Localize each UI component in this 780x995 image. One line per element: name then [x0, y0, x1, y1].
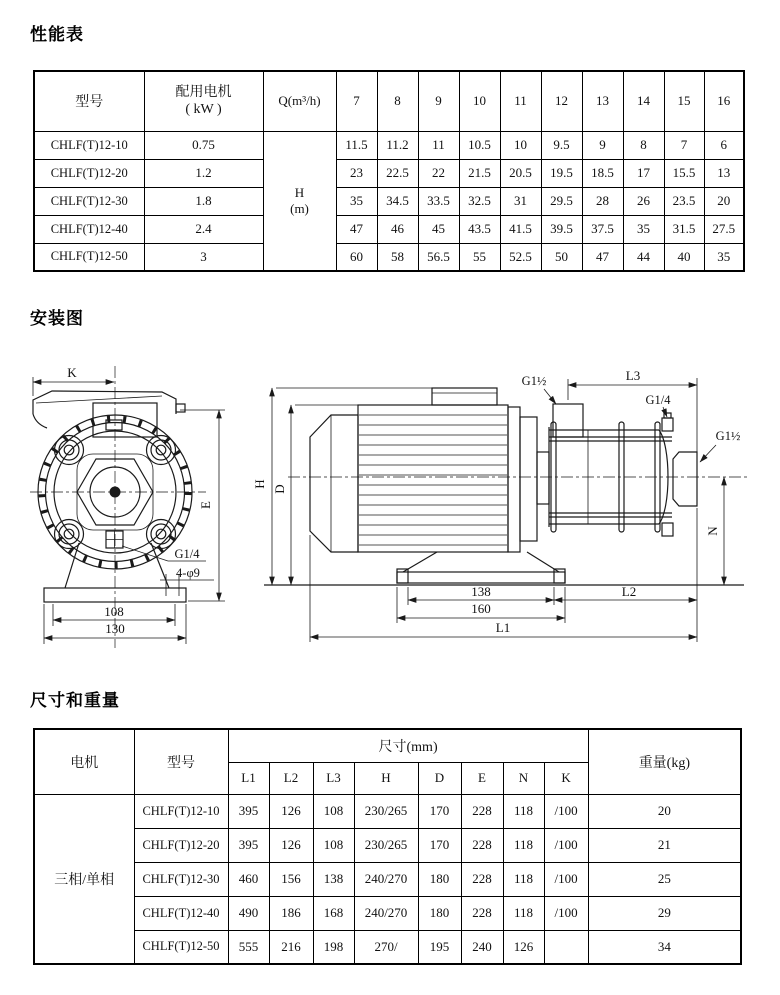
head-value: 11.5: [336, 131, 377, 159]
head-value: 46: [377, 215, 418, 243]
side-view-drawing: [252, 368, 748, 642]
table-row: [34, 930, 741, 964]
head-value: 56.5: [418, 243, 459, 271]
head-value: 23.5: [664, 187, 704, 215]
size-value: 186: [269, 896, 313, 930]
size-value: 126: [269, 794, 313, 828]
size-value: 395: [228, 794, 269, 828]
dim-label-l3: L3: [625, 368, 641, 383]
size-value: 230/265: [354, 794, 418, 828]
weight-value: 34: [588, 930, 741, 964]
flow-value: 16: [704, 71, 744, 131]
head-value: 11: [418, 131, 459, 159]
power-cell: 1.8: [144, 187, 263, 215]
col-header-size-group: 尺寸(mm): [228, 729, 588, 762]
size-value: 156: [269, 862, 313, 896]
head-value: 22: [418, 159, 459, 187]
col-header-flow: Q(m³/h): [263, 71, 336, 131]
head-value: 13: [704, 159, 744, 187]
model-cell: CHLF(T)12-10: [34, 131, 144, 159]
callout-foot-holes: 4-φ9: [176, 566, 200, 580]
flow-value: 13: [582, 71, 623, 131]
head-value: 31.5: [664, 215, 704, 243]
head-label-line2: (m): [290, 200, 309, 216]
model-cell: CHLF(T)12-10: [134, 794, 228, 828]
weight-value: 29: [588, 896, 741, 930]
head-value: 23: [336, 159, 377, 187]
col-header-motor: [144, 71, 263, 131]
motor-label-line2: ( kW ): [185, 102, 222, 118]
section-title-performance: 性能表: [30, 25, 84, 44]
callout-outlet-g112: G1½: [715, 429, 741, 443]
size-col-header: K: [544, 762, 588, 794]
dim-label-138: 138: [471, 584, 491, 599]
dim-label-108: 108: [104, 604, 124, 619]
model-cell: CHLF(T)12-50: [134, 930, 228, 964]
size-value: 118: [503, 794, 544, 828]
size-value: 460: [228, 862, 269, 896]
head-value: 9: [582, 131, 623, 159]
head-value: 47: [582, 243, 623, 271]
power-cell: 1.2: [144, 159, 263, 187]
size-value: /100: [544, 862, 588, 896]
weight-value: 20: [588, 794, 741, 828]
size-col-header: L3: [313, 762, 354, 794]
table-row: [34, 862, 741, 896]
performance-table: [33, 70, 745, 272]
col-header-weight: 重量(kg): [588, 729, 741, 794]
size-value: 490: [228, 896, 269, 930]
section-title-installation: 安装图: [30, 309, 84, 328]
size-value: 198: [313, 930, 354, 964]
power-cell: 3: [144, 243, 263, 271]
head-value: 19.5: [541, 159, 582, 187]
head-value: 20.5: [500, 159, 541, 187]
size-value: 240/270: [354, 896, 418, 930]
flow-value: 10: [459, 71, 500, 131]
model-cell: CHLF(T)12-30: [34, 187, 144, 215]
flow-value: 12: [541, 71, 582, 131]
head-value: 40: [664, 243, 704, 271]
head-value: 26: [623, 187, 664, 215]
size-value: 195: [418, 930, 461, 964]
flow-value: 9: [418, 71, 459, 131]
weight-value: 21: [588, 828, 741, 862]
flow-value: 15: [664, 71, 704, 131]
head-value: 6: [704, 131, 744, 159]
size-value: 118: [503, 862, 544, 896]
model-cell: CHLF(T)12-40: [34, 215, 144, 243]
installation-diagram: [0, 355, 780, 670]
head-label-line1: H: [294, 184, 305, 200]
table-row: [34, 896, 741, 930]
head-value: 15.5: [664, 159, 704, 187]
size-col-header: E: [461, 762, 503, 794]
size-col-header: N: [503, 762, 544, 794]
size-col-header: L2: [269, 762, 313, 794]
head-value: 17: [623, 159, 664, 187]
flow-value: 11: [500, 71, 541, 131]
model-cell: CHLF(T)12-20: [34, 159, 144, 187]
head-value: 60: [336, 243, 377, 271]
dim-label-130: 130: [105, 621, 125, 636]
table-row: [34, 131, 744, 159]
power-cell: 2.4: [144, 215, 263, 243]
size-value: 240: [461, 930, 503, 964]
table-row: [34, 243, 744, 271]
head-value: 10: [500, 131, 541, 159]
size-value: 228: [461, 794, 503, 828]
model-cell: CHLF(T)12-30: [134, 862, 228, 896]
size-value: 138: [313, 862, 354, 896]
table-row: [34, 794, 741, 828]
head-value: 11.2: [377, 131, 418, 159]
head-value: 27.5: [704, 215, 744, 243]
dim-label-k: K: [67, 365, 77, 380]
size-value: 118: [503, 896, 544, 930]
dim-label-d: D: [272, 484, 287, 494]
model-cell: CHLF(T)12-40: [134, 896, 228, 930]
head-value: 20: [704, 187, 744, 215]
power-cell: 0.75: [144, 131, 263, 159]
head-unit-cell: [263, 131, 336, 271]
head-value: 47: [336, 215, 377, 243]
size-col-header: L1: [228, 762, 269, 794]
head-value: 10.5: [459, 131, 500, 159]
dim-label-h: H: [252, 479, 267, 489]
size-value: 168: [313, 896, 354, 930]
head-value: 50: [541, 243, 582, 271]
size-value: 270/: [354, 930, 418, 964]
front-view-drawing: [30, 365, 225, 648]
size-value: /100: [544, 828, 588, 862]
head-value: 43.5: [459, 215, 500, 243]
dim-label-n: N: [705, 526, 720, 536]
head-value: 44: [623, 243, 664, 271]
size-value: 126: [269, 828, 313, 862]
size-value: 108: [313, 794, 354, 828]
head-value: 41.5: [500, 215, 541, 243]
callout-inlet-g112: G1½: [521, 374, 547, 388]
head-value: 58: [377, 243, 418, 271]
table-row: [34, 159, 744, 187]
dim-label-160: 160: [471, 601, 491, 616]
motor-type-cell: 三相/单相: [34, 794, 134, 964]
head-value: 7: [664, 131, 704, 159]
flow-value: 8: [377, 71, 418, 131]
head-value: 8: [623, 131, 664, 159]
table-row: [34, 828, 741, 862]
table-row: [34, 729, 741, 762]
size-value: 170: [418, 794, 461, 828]
size-value: 555: [228, 930, 269, 964]
motor-label-line1: 配用电机: [175, 84, 232, 100]
size-col-header: H: [354, 762, 418, 794]
head-value: 45: [418, 215, 459, 243]
dim-label-e: E: [198, 501, 213, 509]
dim-label-l1: L1: [495, 620, 511, 635]
weight-value: 25: [588, 862, 741, 896]
table-row: [34, 71, 744, 131]
dimensions-table: [33, 728, 742, 965]
col-header-motor: 电机: [34, 729, 134, 794]
head-value: 21.5: [459, 159, 500, 187]
model-cell: CHLF(T)12-20: [134, 828, 228, 862]
size-value: /100: [544, 896, 588, 930]
head-value: 31: [500, 187, 541, 215]
size-value: 118: [503, 828, 544, 862]
head-value: 22.5: [377, 159, 418, 187]
head-value: 55: [459, 243, 500, 271]
size-value: 180: [418, 862, 461, 896]
head-value: 28: [582, 187, 623, 215]
size-value: 180: [418, 896, 461, 930]
head-value: 18.5: [582, 159, 623, 187]
motor-fins: [359, 415, 507, 545]
head-value: 37.5: [582, 215, 623, 243]
flow-value: 7: [336, 71, 377, 131]
head-value: 35: [623, 215, 664, 243]
callout-g14-side: G1/4: [645, 393, 671, 407]
head-value: 34.5: [377, 187, 418, 215]
size-value: [544, 930, 588, 964]
head-value: 32.5: [459, 187, 500, 215]
head-value: 33.5: [418, 187, 459, 215]
table-row: [34, 215, 744, 243]
model-cell: CHLF(T)12-50: [34, 243, 144, 271]
size-col-header: D: [418, 762, 461, 794]
size-value: 228: [461, 862, 503, 896]
size-value: 230/265: [354, 828, 418, 862]
head-value: 35: [336, 187, 377, 215]
head-value: 39.5: [541, 215, 582, 243]
size-value: 240/270: [354, 862, 418, 896]
size-value: 126: [503, 930, 544, 964]
head-value: 52.5: [500, 243, 541, 271]
col-header-model: 型号: [34, 71, 144, 131]
size-value: 108: [313, 828, 354, 862]
head-value: 9.5: [541, 131, 582, 159]
callout-g14-front: G1/4: [174, 547, 200, 561]
col-header-model: 型号: [134, 729, 228, 794]
size-value: 395: [228, 828, 269, 862]
size-value: 228: [461, 896, 503, 930]
size-value: 170: [418, 828, 461, 862]
section-title-dimensions: 尺寸和重量: [30, 691, 120, 710]
table-row: [34, 187, 744, 215]
size-value: 228: [461, 828, 503, 862]
head-value: 29.5: [541, 187, 582, 215]
dim-label-l2: L2: [621, 584, 637, 599]
size-value: 216: [269, 930, 313, 964]
head-value: 35: [704, 243, 744, 271]
flow-value: 14: [623, 71, 664, 131]
size-value: /100: [544, 794, 588, 828]
